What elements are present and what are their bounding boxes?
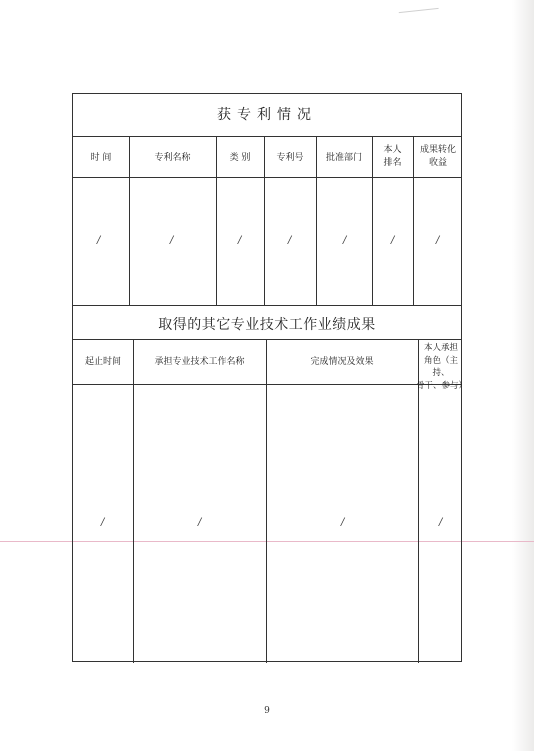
patent-cell: /: [391, 235, 395, 246]
table-rule: [73, 177, 461, 178]
header-rank: 本人 排名: [383, 145, 402, 168]
header-category: 类 别: [229, 153, 251, 163]
header-patent-number: 专利号: [276, 153, 304, 163]
header-approval-dept: 批准部门: [325, 153, 362, 163]
page-edge-shadow: [512, 0, 534, 751]
header-benefit: 成果转化 收益: [419, 145, 456, 168]
work-cell: /: [439, 517, 443, 528]
patent-section-title: 获专利情况: [217, 107, 317, 123]
scan-mark: [399, 8, 440, 19]
header-work-name: 承担专业技术工作名称: [154, 357, 245, 367]
header-start-end-time: 起止时间: [84, 357, 121, 367]
patent-cell: /: [436, 235, 440, 246]
table-rule: [133, 339, 134, 663]
patent-cell: /: [288, 235, 292, 246]
patent-cell: /: [170, 235, 174, 246]
table-rule: [73, 384, 461, 385]
work-section-title: 取得的其它专业技术工作业绩成果: [158, 317, 376, 333]
patent-cell: /: [238, 235, 242, 246]
patent-cell: /: [97, 235, 101, 246]
header-patent-name: 专利名称: [154, 153, 191, 163]
patent-cell: /: [343, 235, 347, 246]
header-completion: 完成情况及效果: [310, 357, 374, 367]
table-rule: [73, 136, 461, 137]
table-rule: [73, 305, 461, 306]
header-time: 时 间: [90, 153, 112, 163]
page-number: 9: [264, 706, 270, 716]
table-rule: [73, 339, 461, 340]
table-rule: [266, 339, 267, 663]
work-cell: /: [101, 517, 105, 528]
header-role: 本人承担 角色（主持、 骨干、参与）: [416, 343, 468, 391]
work-cell: /: [198, 517, 202, 528]
form-table: [72, 93, 468, 662]
work-cell: /: [341, 517, 345, 528]
